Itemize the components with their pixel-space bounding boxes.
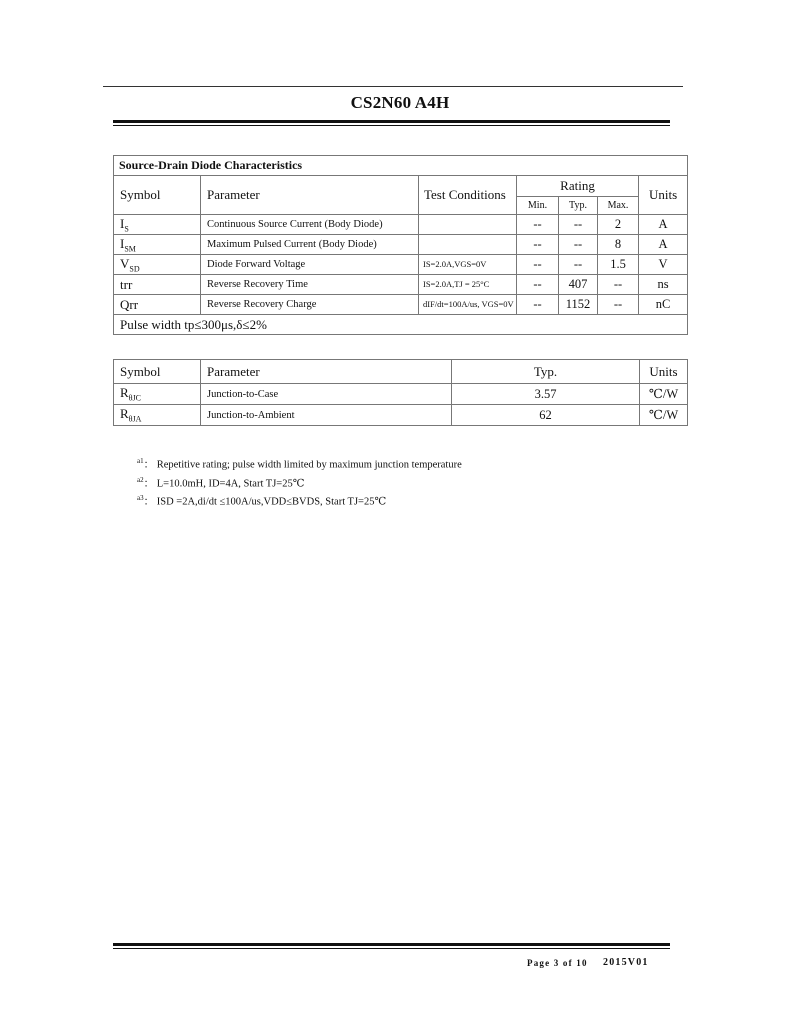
document-version: 2015V01 <box>603 957 649 968</box>
page-number: Page 3 of 10 <box>527 958 588 968</box>
max-cell: -- <box>598 295 639 315</box>
table-row <box>114 235 688 255</box>
header-parameter: Parameter <box>201 176 419 215</box>
symbol-cell: $I_{SM}$ <box>114 235 201 255</box>
unit-cell: ℃/W <box>640 405 688 426</box>
pulse-width-note: Pulse width tp≤300μs,δ≤2% <box>114 315 688 335</box>
parameter-cell: Reverse Recovery Charge <box>201 295 419 315</box>
table-row <box>114 295 688 315</box>
typ-cell: 1152 <box>559 295 598 315</box>
table-row <box>114 405 688 426</box>
parameter-cell: Maximum Pulsed Current (Body Diode) <box>201 235 419 255</box>
footer-double-rule <box>113 943 670 949</box>
typ-cell: -- <box>559 235 598 255</box>
parameter-cell: Continuous Source Current (Body Diode) <box>201 215 419 235</box>
symbol-cell: $R_{\theta JA}$ <box>114 405 201 426</box>
footnote-a3: $^{a3}$： ISD =2A,di/dt ≤100A/us,VDD≤BVDS, Start TJ=25℃ <box>137 494 387 508</box>
thermal-resistance-table <box>113 359 688 426</box>
symbol-cell: Qrr <box>114 295 201 315</box>
min-cell: -- <box>517 295 559 315</box>
min-cell: -- <box>517 255 559 275</box>
header-parameter: Parameter <box>201 360 452 384</box>
symbol-cell: $I_S$ <box>114 215 201 235</box>
table-row <box>114 255 688 275</box>
header-typ: Typ. <box>559 197 598 215</box>
parameter-cell: Junction-to-Case <box>201 384 452 405</box>
typ-cell: 407 <box>559 275 598 295</box>
symbol-cell: $R_{\theta JC}$ <box>114 384 201 405</box>
unit-cell: ns <box>639 275 688 295</box>
table-title: Source-Drain Diode Characteristics <box>114 156 688 176</box>
footnotes <box>137 454 462 510</box>
test-condition-cell: IS=2.0A,VGS=0V <box>419 255 517 275</box>
typ-cell: 3.57 <box>452 384 640 405</box>
test-condition-cell <box>419 235 517 255</box>
min-cell: -- <box>517 215 559 235</box>
max-cell: 2 <box>598 215 639 235</box>
max-cell: 8 <box>598 235 639 255</box>
typ-cell: 62 <box>452 405 640 426</box>
test-condition-cell: IS=2.0A,TJ = 25°C <box>419 275 517 295</box>
header-symbol: Symbol <box>114 176 201 215</box>
min-cell: -- <box>517 275 559 295</box>
unit-cell: A <box>639 215 688 235</box>
header-rule <box>103 86 683 87</box>
test-condition-cell <box>419 215 517 235</box>
unit-cell: A <box>639 235 688 255</box>
header-test-conditions: Test Conditions <box>419 176 517 215</box>
typ-cell: -- <box>559 215 598 235</box>
parameter-cell: Reverse Recovery Time <box>201 275 419 295</box>
document-title: CS2N60 A4H <box>350 93 450 112</box>
table-row <box>114 215 688 235</box>
header-typ: Typ. <box>452 360 640 384</box>
footnote-a1: $^{a1}$： Repetitive rating; pulse width limited by maximum junction temperature <box>137 457 462 471</box>
header-symbol: Symbol <box>114 360 201 384</box>
min-cell: -- <box>517 235 559 255</box>
header-units: Units <box>639 176 688 215</box>
max-cell: 1.5 <box>598 255 639 275</box>
unit-cell: V <box>639 255 688 275</box>
unit-cell: nC <box>639 295 688 315</box>
header-double-rule <box>113 120 670 126</box>
table-row <box>114 384 688 405</box>
parameter-cell: Junction-to-Ambient <box>201 405 452 426</box>
unit-cell: ℃/W <box>640 384 688 405</box>
symbol-cell: $V_{SD}$ <box>114 255 201 275</box>
parameter-cell: Diode Forward Voltage <box>201 255 419 275</box>
max-cell: -- <box>598 275 639 295</box>
footnote-a2: $^{a2}$： L=10.0mH, ID=4A, Start TJ=25℃ <box>137 475 305 489</box>
test-condition-cell: dIF/dt=100A/us, VGS=0V <box>419 295 517 315</box>
source-drain-diode-table <box>113 155 688 335</box>
table-row <box>114 275 688 295</box>
header-units: Units <box>640 360 688 384</box>
symbol-cell: trr <box>114 275 201 295</box>
header-min: Min. <box>517 197 559 215</box>
typ-cell: -- <box>559 255 598 275</box>
header-max: Max. <box>598 197 639 215</box>
header-rating: Rating <box>517 176 639 197</box>
